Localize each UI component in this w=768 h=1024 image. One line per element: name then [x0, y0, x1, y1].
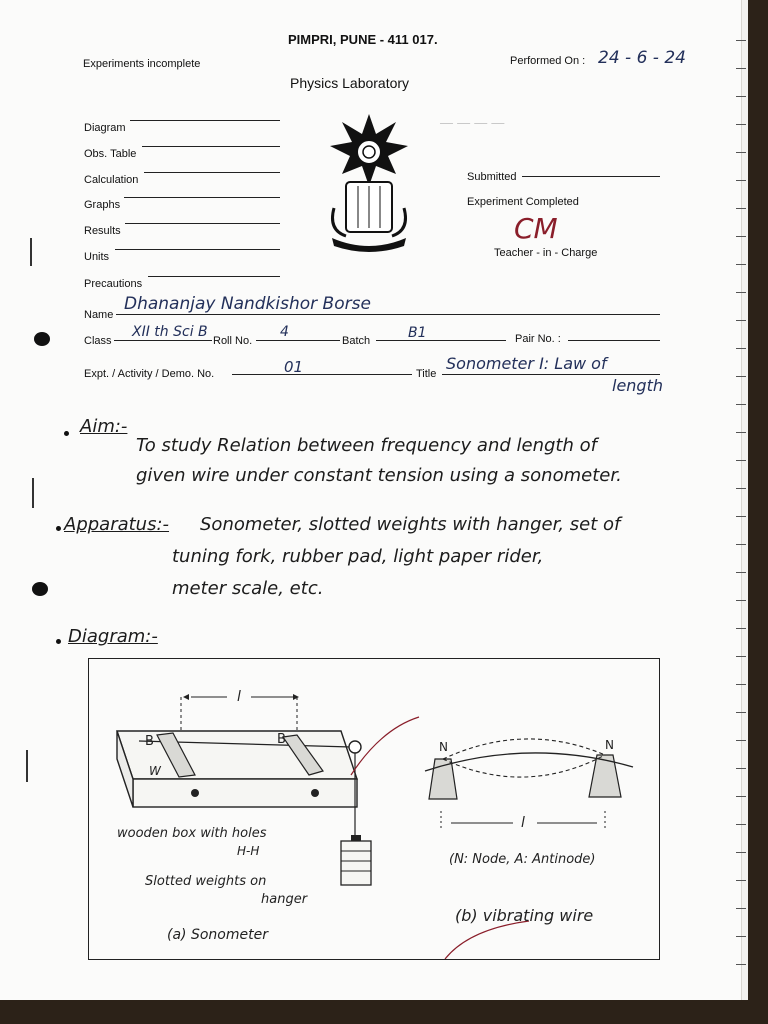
edge-tick — [736, 712, 746, 713]
box-caption: wooden box with holes — [117, 826, 267, 841]
edge-tick — [736, 208, 746, 209]
edge-tick — [736, 488, 746, 489]
bullet-dot — [56, 526, 61, 531]
edge-tick — [736, 68, 746, 69]
edge-tick — [736, 376, 746, 377]
expt-no-line — [232, 374, 412, 375]
pair-no-label: Pair No. : — [515, 333, 561, 345]
performed-on-date: 24 - 6 - 24 — [598, 48, 686, 68]
batch-value: B1 — [408, 325, 427, 341]
node-antinode-legend: (N: Node, A: Antinode) — [449, 852, 596, 867]
submitted-line — [522, 176, 660, 177]
performed-on-label: Performed On : — [510, 55, 586, 67]
edge-tick — [736, 824, 746, 825]
submitted-label: Submitted — [467, 171, 517, 183]
class-line — [114, 340, 212, 341]
checklist-line — [130, 120, 280, 121]
batch-label: Batch — [342, 335, 371, 347]
lab-title: Physics Laboratory — [290, 75, 410, 91]
checklist-line — [144, 172, 280, 173]
bridge-label: B — [277, 732, 286, 747]
ink-blot — [34, 332, 50, 346]
checklist-graphs: Graphs — [84, 199, 121, 211]
margin-mark — [26, 750, 28, 782]
weights-caption-2: hanger — [261, 892, 308, 907]
edge-tick — [736, 656, 746, 657]
title-value: Sonometer I: Law of — [446, 354, 607, 373]
aim-line-1: To study Relation between frequency and length of — [136, 435, 597, 456]
edge-tick — [736, 852, 746, 853]
edge-tick — [736, 544, 746, 545]
name-label: Name — [84, 309, 114, 321]
apparatus-line-3: meter scale, etc. — [172, 578, 324, 599]
edge-tick — [736, 684, 746, 685]
w-label: W — [149, 764, 161, 778]
edge-tick — [736, 600, 746, 601]
roll-no-label: Roll No. — [213, 335, 253, 347]
edge-tick — [736, 740, 746, 741]
apparatus-line-2: tuning fork, rubber pad, light paper rider, — [172, 546, 544, 567]
length-symbol: l — [521, 815, 525, 831]
weights-caption-1: Slotted weights on — [145, 874, 267, 889]
edge-tick — [736, 628, 746, 629]
expt-no-label: Expt. / Activity / Demo. No. — [84, 368, 215, 380]
class-label: Class — [84, 335, 112, 347]
batch-line — [376, 340, 506, 341]
bridge-label: B — [145, 734, 154, 749]
edge-tick — [736, 796, 746, 797]
bullet-dot — [64, 431, 69, 436]
edge-tick — [736, 292, 746, 293]
edge-tick — [736, 460, 746, 461]
apparatus-line-1: Sonometer, slotted weights with hanger, set of — [200, 514, 621, 535]
margin-mark — [30, 238, 32, 266]
checklist-line — [115, 249, 280, 250]
title-label: Title — [416, 368, 437, 380]
title-line — [442, 374, 660, 375]
edge-tick — [736, 936, 746, 937]
expt-no-value: 01 — [284, 358, 304, 376]
checklist-diagram: Diagram — [84, 122, 126, 134]
edge-tick — [736, 572, 746, 573]
edge-tick — [736, 768, 746, 769]
edge-tick — [736, 516, 746, 517]
edge-tick — [736, 404, 746, 405]
school-emblem-icon — [324, 112, 414, 256]
node-label: N — [605, 738, 614, 752]
experiment-completed-label: Experiment Completed — [467, 196, 579, 208]
roll-no-line — [256, 340, 340, 341]
checklist-line — [124, 197, 280, 198]
edge-tick — [736, 40, 746, 41]
aim-heading: Aim:- — [80, 416, 128, 437]
edge-tick — [736, 180, 746, 181]
edge-tick — [736, 964, 746, 965]
diagram-frame — [88, 658, 660, 960]
edge-tick — [736, 432, 746, 433]
pair-no-line — [568, 340, 660, 341]
bullet-dot — [56, 639, 61, 644]
edge-tick — [736, 236, 746, 237]
teacher-in-charge-label: Teacher - in - Charge — [494, 247, 598, 259]
checklist-line — [148, 276, 280, 277]
edge-tick — [736, 96, 746, 97]
apparatus-heading: Apparatus:- — [64, 514, 170, 535]
length-symbol: l — [237, 689, 241, 705]
edge-tick — [736, 908, 746, 909]
checklist-line — [142, 146, 280, 147]
checklist-precautions: Precautions — [84, 278, 143, 290]
sonometer-diagram — [89, 659, 659, 959]
edge-tick — [736, 348, 746, 349]
address: PIMPRI, PUNE - 411 017. — [288, 32, 438, 47]
checklist-obs-table: Obs. Table — [84, 148, 137, 160]
title-value-continued: length — [612, 376, 663, 395]
experiments-incomplete-label: Experiments incomplete — [83, 58, 201, 70]
name-line — [116, 314, 660, 315]
class-value: XII th Sci B — [132, 324, 208, 340]
checklist-line — [125, 223, 280, 224]
edge-tick — [736, 264, 746, 265]
roll-no-value: 4 — [280, 324, 289, 340]
teacher-signature: CM — [514, 212, 558, 245]
checklist-results: Results — [84, 225, 121, 237]
checklist-units: Units — [84, 251, 110, 263]
diagram-heading: Diagram:- — [68, 626, 158, 647]
holes-label: H-H — [237, 844, 260, 858]
next-page-edge — [741, 0, 748, 1000]
edge-tick — [736, 152, 746, 153]
checklist-calculation: Calculation — [84, 174, 139, 186]
sonometer-caption: (a) Sonometer — [167, 927, 268, 943]
edge-tick — [736, 124, 746, 125]
node-label: N — [439, 740, 448, 754]
vibrating-wire-caption: (b) vibrating wire — [455, 906, 594, 925]
name-value: Dhananjay Nandkishor Borse — [124, 294, 371, 314]
edge-tick — [736, 880, 746, 881]
ink-blot — [32, 582, 48, 596]
margin-mark — [32, 478, 34, 508]
edge-tick — [736, 320, 746, 321]
bleed-through-text: ― ― ― ― — [440, 116, 505, 131]
aim-line-2: given wire under constant tension using a sonometer. — [136, 465, 622, 486]
